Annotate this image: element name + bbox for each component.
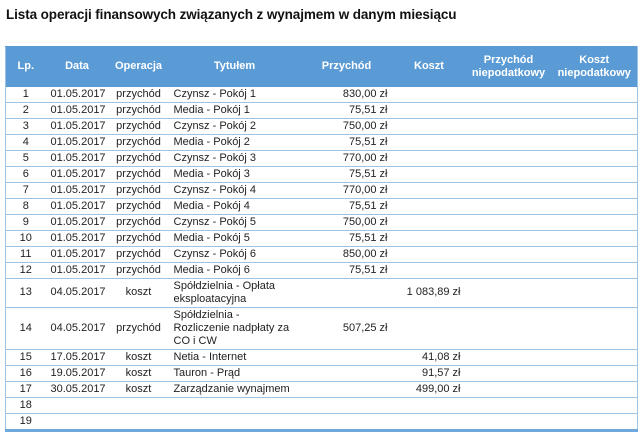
cell-koszt-niepodatkowy — [552, 87, 638, 103]
cell-przychod-niepodatkowy — [466, 397, 552, 413]
cell-lp: 2 — [6, 102, 46, 118]
cell-lp: 3 — [6, 118, 46, 134]
cell-koszt — [393, 182, 466, 198]
cell-tytulem: Czynsz - Pokój 5 — [169, 214, 301, 230]
cell-lp: 12 — [6, 262, 46, 278]
table-row — [6, 87, 638, 103]
cell-koszt — [393, 397, 466, 413]
cell-lp: 15 — [6, 349, 46, 365]
table-row — [6, 150, 638, 166]
cell-przychod-niepodatkowy — [466, 87, 552, 103]
cell-operacja: przychód — [109, 307, 169, 349]
cell-data: 01.05.2017 — [46, 87, 109, 103]
cell-data: 01.05.2017 — [46, 230, 109, 246]
cell-koszt-niepodatkowy — [552, 230, 638, 246]
cell-koszt: 91,57 zł — [393, 365, 466, 381]
cell-przychod-niepodatkowy — [466, 230, 552, 246]
table-row — [6, 307, 638, 349]
cell-przychod-niepodatkowy — [466, 349, 552, 365]
cell-przychod — [301, 413, 393, 430]
cell-operacja — [109, 413, 169, 430]
cell-przychod-niepodatkowy — [466, 246, 552, 262]
column-header-przychod: Przychód — [301, 47, 393, 87]
cell-koszt — [393, 87, 466, 103]
cell-tytulem: Czynsz - Pokój 1 — [169, 87, 301, 103]
table-row — [6, 118, 638, 134]
cell-operacja: przychód — [109, 166, 169, 182]
cell-koszt-niepodatkowy — [552, 262, 638, 278]
cell-koszt — [393, 150, 466, 166]
cell-koszt-niepodatkowy — [552, 278, 638, 307]
column-header-data: Data — [46, 47, 109, 87]
cell-operacja: przychód — [109, 230, 169, 246]
table-row — [6, 397, 638, 413]
cell-koszt-niepodatkowy — [552, 397, 638, 413]
cell-przychod — [301, 365, 393, 381]
cell-przychod-niepodatkowy — [466, 150, 552, 166]
cell-tytulem: Czynsz - Pokój 4 — [169, 182, 301, 198]
column-header-koszt: Koszt — [393, 47, 466, 87]
cell-koszt — [393, 198, 466, 214]
cell-przychod: 75,51 zł — [301, 166, 393, 182]
column-header-przychod-niepodatkowy: Przychód niepodatkowy — [466, 47, 552, 87]
cell-lp: 17 — [6, 381, 46, 397]
cell-przychod — [301, 397, 393, 413]
cell-data: 01.05.2017 — [46, 166, 109, 182]
cell-koszt — [393, 102, 466, 118]
cell-data: 04.05.2017 — [46, 307, 109, 349]
page-title: Lista operacji finansowych związanych z wynajmem w danym miesiącu — [6, 7, 457, 22]
cell-koszt-niepodatkowy — [552, 118, 638, 134]
cell-data: 01.05.2017 — [46, 118, 109, 134]
cell-przychod-niepodatkowy — [466, 182, 552, 198]
cell-tytulem — [169, 397, 301, 413]
cell-tytulem: Media - Pokój 1 — [169, 102, 301, 118]
cell-operacja: przychód — [109, 262, 169, 278]
cell-koszt-niepodatkowy — [552, 413, 638, 430]
cell-koszt — [393, 118, 466, 134]
cell-data: 01.05.2017 — [46, 134, 109, 150]
cell-przychod: 750,00 zł — [301, 214, 393, 230]
cell-operacja: przychód — [109, 102, 169, 118]
cell-przychod: 75,51 zł — [301, 230, 393, 246]
cell-przychod: 75,51 zł — [301, 134, 393, 150]
cell-operacja: koszt — [109, 365, 169, 381]
operations-table — [5, 46, 638, 432]
cell-przychod: 75,51 zł — [301, 262, 393, 278]
cell-tytulem: Czynsz - Pokój 3 — [169, 150, 301, 166]
cell-koszt-niepodatkowy — [552, 365, 638, 381]
cell-koszt-niepodatkowy — [552, 166, 638, 182]
cell-tytulem: Tauron - Prąd — [169, 365, 301, 381]
cell-przychod: 75,51 zł — [301, 102, 393, 118]
cell-data: 01.05.2017 — [46, 182, 109, 198]
cell-tytulem: Spółdzielnia - Opłata eksploatacyjna — [169, 278, 301, 307]
cell-koszt — [393, 214, 466, 230]
cell-operacja: przychód — [109, 246, 169, 262]
cell-data: 17.05.2017 — [46, 349, 109, 365]
cell-operacja: przychód — [109, 214, 169, 230]
cell-lp: 13 — [6, 278, 46, 307]
cell-data — [46, 397, 109, 413]
cell-lp: 16 — [6, 365, 46, 381]
cell-lp: 14 — [6, 307, 46, 349]
table-header-row — [6, 47, 638, 87]
table-row — [6, 102, 638, 118]
column-header-tytulem: Tytułem — [169, 47, 301, 87]
table-row — [6, 214, 638, 230]
cell-przychod-niepodatkowy — [466, 102, 552, 118]
cell-operacja: przychód — [109, 198, 169, 214]
cell-przychod — [301, 278, 393, 307]
cell-tytulem: Media - Pokój 2 — [169, 134, 301, 150]
cell-przychod: 750,00 zł — [301, 118, 393, 134]
table-body — [6, 87, 638, 431]
table-row — [6, 230, 638, 246]
table-row — [6, 246, 638, 262]
cell-tytulem: Media - Pokój 4 — [169, 198, 301, 214]
cell-koszt — [393, 134, 466, 150]
table-row — [6, 262, 638, 278]
cell-lp: 9 — [6, 214, 46, 230]
cell-operacja: przychód — [109, 150, 169, 166]
cell-operacja: koszt — [109, 349, 169, 365]
cell-tytulem: Czynsz - Pokój 6 — [169, 246, 301, 262]
cell-przychod-niepodatkowy — [466, 166, 552, 182]
cell-przychod: 75,51 zł — [301, 198, 393, 214]
table-row — [6, 166, 638, 182]
cell-tytulem — [169, 413, 301, 430]
cell-lp: 1 — [6, 87, 46, 103]
cell-tytulem: Media - Pokój 5 — [169, 230, 301, 246]
cell-data: 01.05.2017 — [46, 262, 109, 278]
cell-koszt — [393, 307, 466, 349]
cell-data: 01.05.2017 — [46, 246, 109, 262]
cell-data: 01.05.2017 — [46, 214, 109, 230]
cell-koszt-niepodatkowy — [552, 198, 638, 214]
table-row — [6, 349, 638, 365]
cell-data: 01.05.2017 — [46, 150, 109, 166]
cell-operacja: koszt — [109, 278, 169, 307]
cell-koszt-niepodatkowy — [552, 150, 638, 166]
cell-koszt — [393, 246, 466, 262]
cell-lp: 11 — [6, 246, 46, 262]
column-header-koszt-niepodatkowy: Koszt niepodatkowy — [552, 47, 638, 87]
cell-przychod-niepodatkowy — [466, 381, 552, 397]
cell-przychod-niepodatkowy — [466, 307, 552, 349]
cell-operacja: przychód — [109, 182, 169, 198]
cell-koszt — [393, 166, 466, 182]
cell-przychod — [301, 381, 393, 397]
cell-data: 04.05.2017 — [46, 278, 109, 307]
cell-operacja: przychód — [109, 118, 169, 134]
cell-przychod-niepodatkowy — [466, 118, 552, 134]
table-row — [6, 365, 638, 381]
cell-przychod-niepodatkowy — [466, 198, 552, 214]
cell-koszt — [393, 230, 466, 246]
cell-koszt-niepodatkowy — [552, 214, 638, 230]
column-header-lp: Lp. — [6, 47, 46, 87]
cell-koszt: 499,00 zł — [393, 381, 466, 397]
cell-tytulem: Netia - Internet — [169, 349, 301, 365]
cell-koszt-niepodatkowy — [552, 246, 638, 262]
cell-operacja: przychód — [109, 134, 169, 150]
cell-przychod-niepodatkowy — [466, 134, 552, 150]
cell-lp: 18 — [6, 397, 46, 413]
cell-przychod-niepodatkowy — [466, 278, 552, 307]
cell-przychod: 507,25 zł — [301, 307, 393, 349]
table-row — [6, 381, 638, 397]
cell-operacja: koszt — [109, 381, 169, 397]
cell-data: 19.05.2017 — [46, 365, 109, 381]
cell-przychod-niepodatkowy — [466, 214, 552, 230]
cell-tytulem: Zarządzanie wynajmem — [169, 381, 301, 397]
cell-przychod: 770,00 zł — [301, 150, 393, 166]
cell-operacja: przychód — [109, 87, 169, 103]
table-row — [6, 198, 638, 214]
cell-koszt-niepodatkowy — [552, 182, 638, 198]
cell-tytulem: Spółdzielnia - Rozliczenie nadpłaty za CO i CW — [169, 307, 301, 349]
cell-przychod-niepodatkowy — [466, 365, 552, 381]
cell-koszt: 41,08 zł — [393, 349, 466, 365]
cell-koszt-niepodatkowy — [552, 134, 638, 150]
table-row — [6, 134, 638, 150]
cell-lp: 19 — [6, 413, 46, 430]
cell-lp: 4 — [6, 134, 46, 150]
cell-przychod-niepodatkowy — [466, 262, 552, 278]
cell-tytulem: Media - Pokój 3 — [169, 166, 301, 182]
cell-koszt-niepodatkowy — [552, 307, 638, 349]
cell-koszt — [393, 262, 466, 278]
cell-przychod — [301, 349, 393, 365]
table-row — [6, 413, 638, 430]
cell-tytulem: Media - Pokój 6 — [169, 262, 301, 278]
cell-lp: 7 — [6, 182, 46, 198]
cell-lp: 6 — [6, 166, 46, 182]
cell-koszt: 1 083,89 zł — [393, 278, 466, 307]
column-header-operacja: Operacja — [109, 47, 169, 87]
cell-przychod: 830,00 zł — [301, 87, 393, 103]
table-row — [6, 182, 638, 198]
cell-koszt — [393, 413, 466, 430]
cell-przychod: 850,00 zł — [301, 246, 393, 262]
cell-data: 01.05.2017 — [46, 102, 109, 118]
cell-lp: 5 — [6, 150, 46, 166]
cell-koszt-niepodatkowy — [552, 102, 638, 118]
table-row — [6, 278, 638, 307]
cell-przychod-niepodatkowy — [466, 413, 552, 430]
cell-lp: 10 — [6, 230, 46, 246]
cell-data — [46, 413, 109, 430]
cell-tytulem: Czynsz - Pokój 2 — [169, 118, 301, 134]
cell-lp: 8 — [6, 198, 46, 214]
cell-koszt-niepodatkowy — [552, 349, 638, 365]
cell-operacja — [109, 397, 169, 413]
cell-data: 01.05.2017 — [46, 198, 109, 214]
cell-data: 30.05.2017 — [46, 381, 109, 397]
cell-koszt-niepodatkowy — [552, 381, 638, 397]
cell-przychod: 770,00 zł — [301, 182, 393, 198]
